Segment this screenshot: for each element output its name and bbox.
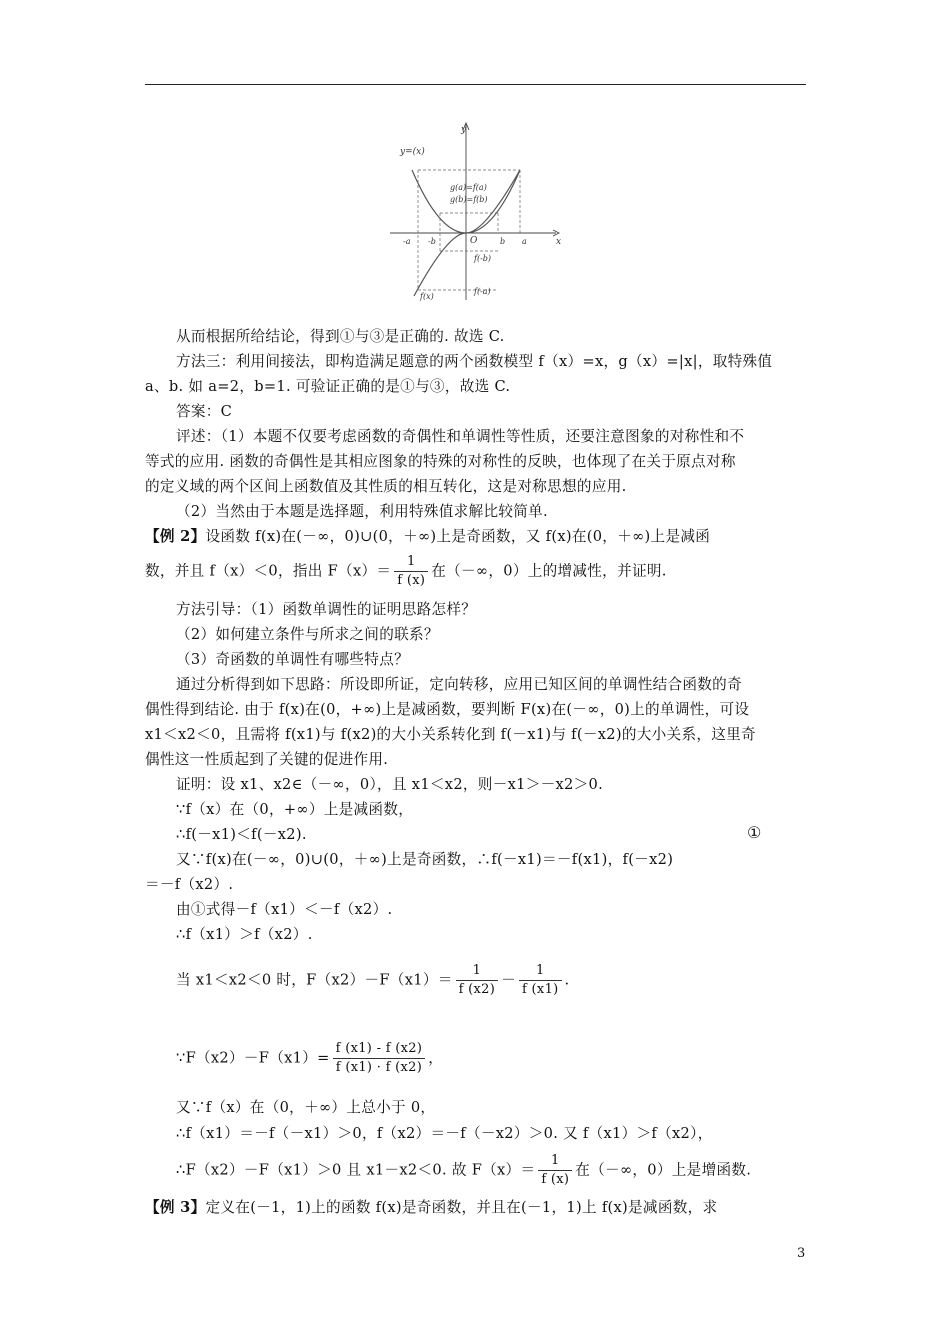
- text-line: （3）奇函数的单调性有哪些特点？: [176, 651, 409, 668]
- y-axis-label: y: [461, 125, 467, 135]
- example-2-heading: [145, 527, 710, 547]
- origin-label: O: [470, 236, 478, 246]
- text-line: ∴F（x2）－F（x1）＞0 且 x1－x2＜0. 故 F（x）＝ $\frac{1}{f (x)}$ 在（－∞，0）上是增函数.: [176, 1153, 752, 1187]
- circled-one-marker: ①: [747, 823, 762, 842]
- fraction: $\frac{1}{f (x1)}$: [519, 962, 562, 999]
- text-line: 偶性这一性质起到了关键的促进作用.: [145, 751, 389, 768]
- label-fx: f(x): [420, 292, 434, 301]
- fraction: $\frac{1}{f (x2)}$: [456, 962, 499, 999]
- text-line: ＝－f（x2）.: [145, 876, 234, 893]
- text-line: ∵f（x）在（0，+∞）上是减函数，: [176, 801, 414, 818]
- text-line: 等式的应用. 函数的奇偶性是其相应图象的特殊的对称性的反映，也体现了在关于原点对称: [145, 453, 736, 470]
- text-line: 又∵f(x)在(－∞，0)∪(0，＋∞)上是奇函数，∴f(－x1)＝－f(x1)，f(－x2): [176, 851, 674, 868]
- text-line: ∴f(－x1)＜f(－x2).: [176, 826, 307, 843]
- text-line: （2）当然由于本题是选择题，利用特殊值求解比较简单.: [176, 503, 548, 520]
- page-number: 3: [797, 1246, 806, 1261]
- tick-neg-b: -b: [428, 237, 436, 246]
- text-line: 通过分析得到如下思路：所设即所证，定向转移，应用已知区间的单调性结合函数的奇: [176, 676, 742, 693]
- text-line: 又∵f（x）在（0，＋∞）上总小于 0，: [176, 1099, 436, 1116]
- text-line: x1＜x2＜0，且需将 f(x1)与 f(x2)的大小关系转化到 f(－x1)与 f(－x2)的大小关系，这里奇: [145, 726, 756, 743]
- text-line: 当 x1＜x2＜0 时，F（x2）－F（x1）＝ $\frac{1}{f (x2)}$ － $\frac{1}{f (x1)}$ .: [176, 963, 570, 997]
- answer-line: 答案：C: [176, 403, 233, 420]
- example-3-heading: [145, 1198, 717, 1218]
- curve-label: y=(x): [400, 147, 425, 157]
- text-line: 方法引导：（1）函数单调性的证明思路怎样？: [176, 601, 477, 618]
- text-line: 偶性得到结论. 由于 f(x)在(0，+∞)上是减函数，要判断 F(x)在(－∞，0)上的单调性，可设: [145, 701, 750, 718]
- label-gb: g(b)=f(b): [450, 195, 488, 204]
- text-line: 由①式得－f（x1）＜－f（x2）.: [176, 901, 393, 918]
- x-axis-label: x: [556, 237, 562, 247]
- text-line: ∵F（x2）－F（x1）= $\frac{f (x1) - f (x2)}{f (x1) \cdot f (x2)}$ ，: [176, 1041, 444, 1075]
- text-line: （2）如何建立条件与所求之间的联系？: [176, 626, 439, 643]
- example-text: 设函数 f(x)在(－∞，0)∪(0，＋∞)上是奇函数，又 f(x)在(0，＋∞)上是减函: [205, 528, 711, 545]
- fraction: $\frac{f (x1) - f (x2)}{f (x1) \cdot f (x2)}$: [333, 1040, 426, 1077]
- header-rule: [145, 84, 806, 85]
- example-tag: 【例 3】: [145, 1199, 206, 1216]
- label-ga: g(a)=f(a): [450, 183, 487, 192]
- text-line: 评述：（1）本题不仅要考虑函数的奇偶性和单调性等性质，还要注意图象的对称性和不: [176, 428, 745, 445]
- text-line: a、b. 如 a=2，b=1. 可验证正确的是①与③，故选 C.: [145, 378, 511, 395]
- label-f-neg-a: f(-a): [474, 287, 491, 296]
- function-graph-figure: [388, 118, 568, 304]
- text-line: 数，并且 f（x）＜0，指出 F（x）＝ $\frac{1}{f (x)}$ 在（－∞，0）上的增减性，并证明.: [145, 554, 667, 588]
- tick-b: b: [500, 237, 506, 246]
- fraction: $\frac{1}{f (x)}$: [394, 553, 428, 590]
- text-line: 方法三：利用间接法，即构造满足题意的两个函数模型 f（x）=x，g（x）=|x|，取特殊值: [176, 353, 773, 370]
- tick-neg-a: -a: [403, 237, 411, 246]
- example-text: 定义在(－1，1)上的函数 f(x)是奇函数，并且在(－1，1)上 f(x)是减函数，求: [205, 1199, 718, 1216]
- text-line: ∴f（x1）＝－f（－x1）＞0，f（x2）＝－f（－x2）＞0. 又 f（x1）＞f（x2），: [176, 1125, 713, 1142]
- label-f-neg-b: f(-b): [474, 254, 492, 263]
- fraction: $\frac{1}{f (x)}$: [538, 1152, 572, 1189]
- example-tag: 【例 2】: [145, 528, 206, 545]
- text-line: 的定义域的两个区间上函数值及其性质的相互转化，这是对称思想的应用.: [145, 478, 627, 495]
- text-line: ∴f（x1）＞f（x2）.: [176, 926, 313, 943]
- text-line: 从而根据所给结论，得到①与③是正确的. 故选 C.: [176, 328, 505, 345]
- text-line: 证明：设 x1、x2∈（－∞，0），且 x1＜x2，则－x1＞－x2＞0.: [176, 776, 604, 793]
- tick-a: a: [522, 237, 527, 246]
